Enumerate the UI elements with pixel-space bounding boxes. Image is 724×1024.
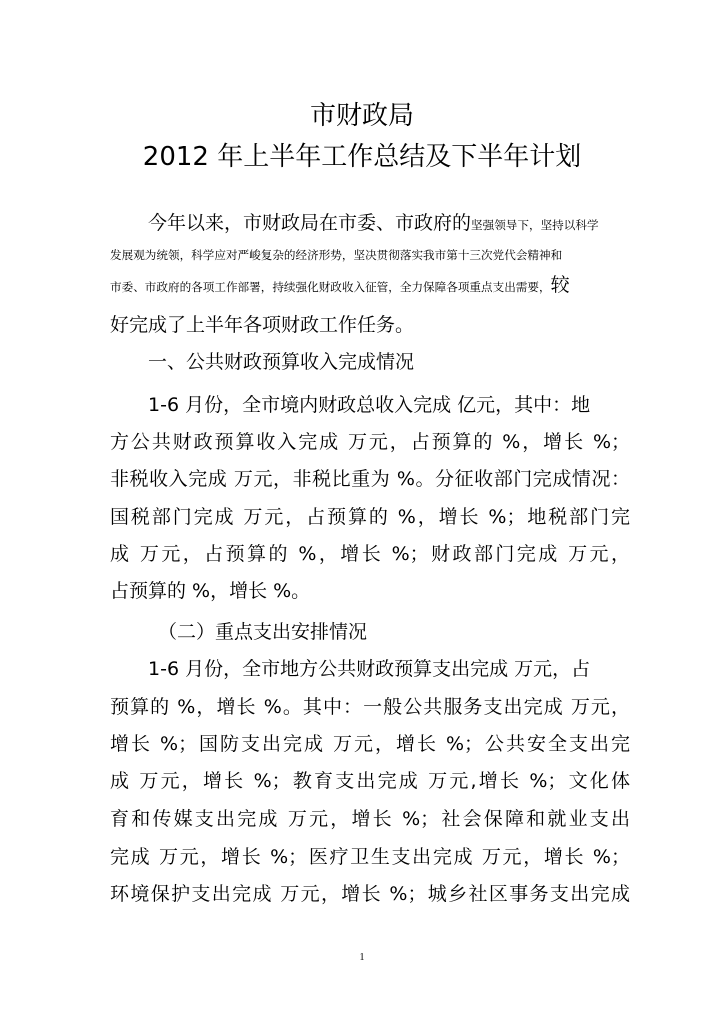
section2-line-2: 预算的 %，增长 %。其中：一般公共服务支出完成 万元，	[110, 696, 630, 718]
section2-heading: （二）重点支出安排情况	[158, 621, 368, 643]
intro-line-1-small-text: 坚强领导下，坚持以科学	[471, 218, 599, 232]
section2-line-5: 育和传媒支出完成 万元，增长 %；社会保障和就业支出	[110, 808, 630, 830]
section2-line-1: 1-6 月份，全市地方公共财政预算支出完成 万元，占	[148, 658, 591, 680]
intro-line-3-small-text: 市委、市政府的各项工作部署，持续强化财政收入征管，全力保障各项重点支出需要，	[110, 280, 551, 294]
intro-line-2: 发展观为统领，科学应对严峻复杂的经济形势，坚决贯彻落实我市第十三次党代会精神和	[110, 248, 563, 262]
intro-line-4: 好完成了上半年各项财政工作任务。	[110, 314, 415, 336]
section1-line-1: 1-6 月份，全市境内财政总收入完成 亿元，其中：地	[148, 394, 591, 416]
document-title-line1: 市财政局	[309, 101, 414, 131]
section2-line-6: 完成 万元，增长 %；医疗卫生支出完成 万元，增长 %；	[110, 846, 630, 868]
intro-line-1	[148, 211, 668, 237]
intro-line-3-large-text: 较	[550, 274, 570, 296]
section2-line-4: 成 万元，增长 %；教育支出完成 万元,增长 %；文化体	[110, 770, 630, 792]
section1-heading: 一、公共财政预算收入完成情况	[148, 351, 415, 373]
section1-line-3: 非税收入完成 万元，非税比重为 %。分征收部门完成情况：	[110, 468, 630, 490]
intro-line-3	[110, 273, 630, 299]
section1-line-2: 方公共财政预算收入完成 万元，占预算的 %，增长 %；	[110, 431, 630, 453]
section1-line-5: 成 万元，占预算的 %，增长 %；财政部门完成 万元，	[110, 543, 630, 565]
intro-line-1-large-text: 今年以来，市财政局在市委、市政府的	[148, 212, 472, 234]
section1-line-4: 国税部门完成 万元，占预算的 %，增长 %；地税部门完	[110, 506, 630, 528]
section2-line-3: 增长 %；国防支出完成 万元，增长 %；公共安全支出完	[110, 733, 630, 755]
section1-line-6: 占预算的 %，增长 %。	[110, 580, 311, 602]
document-title-line2: 2012 年上半年工作总结及下半年计划	[142, 142, 582, 172]
section2-line-7: 环境保护支出完成 万元，增长 %；城乡社区事务支出完成	[110, 883, 630, 905]
page-number: 1	[359, 952, 365, 963]
